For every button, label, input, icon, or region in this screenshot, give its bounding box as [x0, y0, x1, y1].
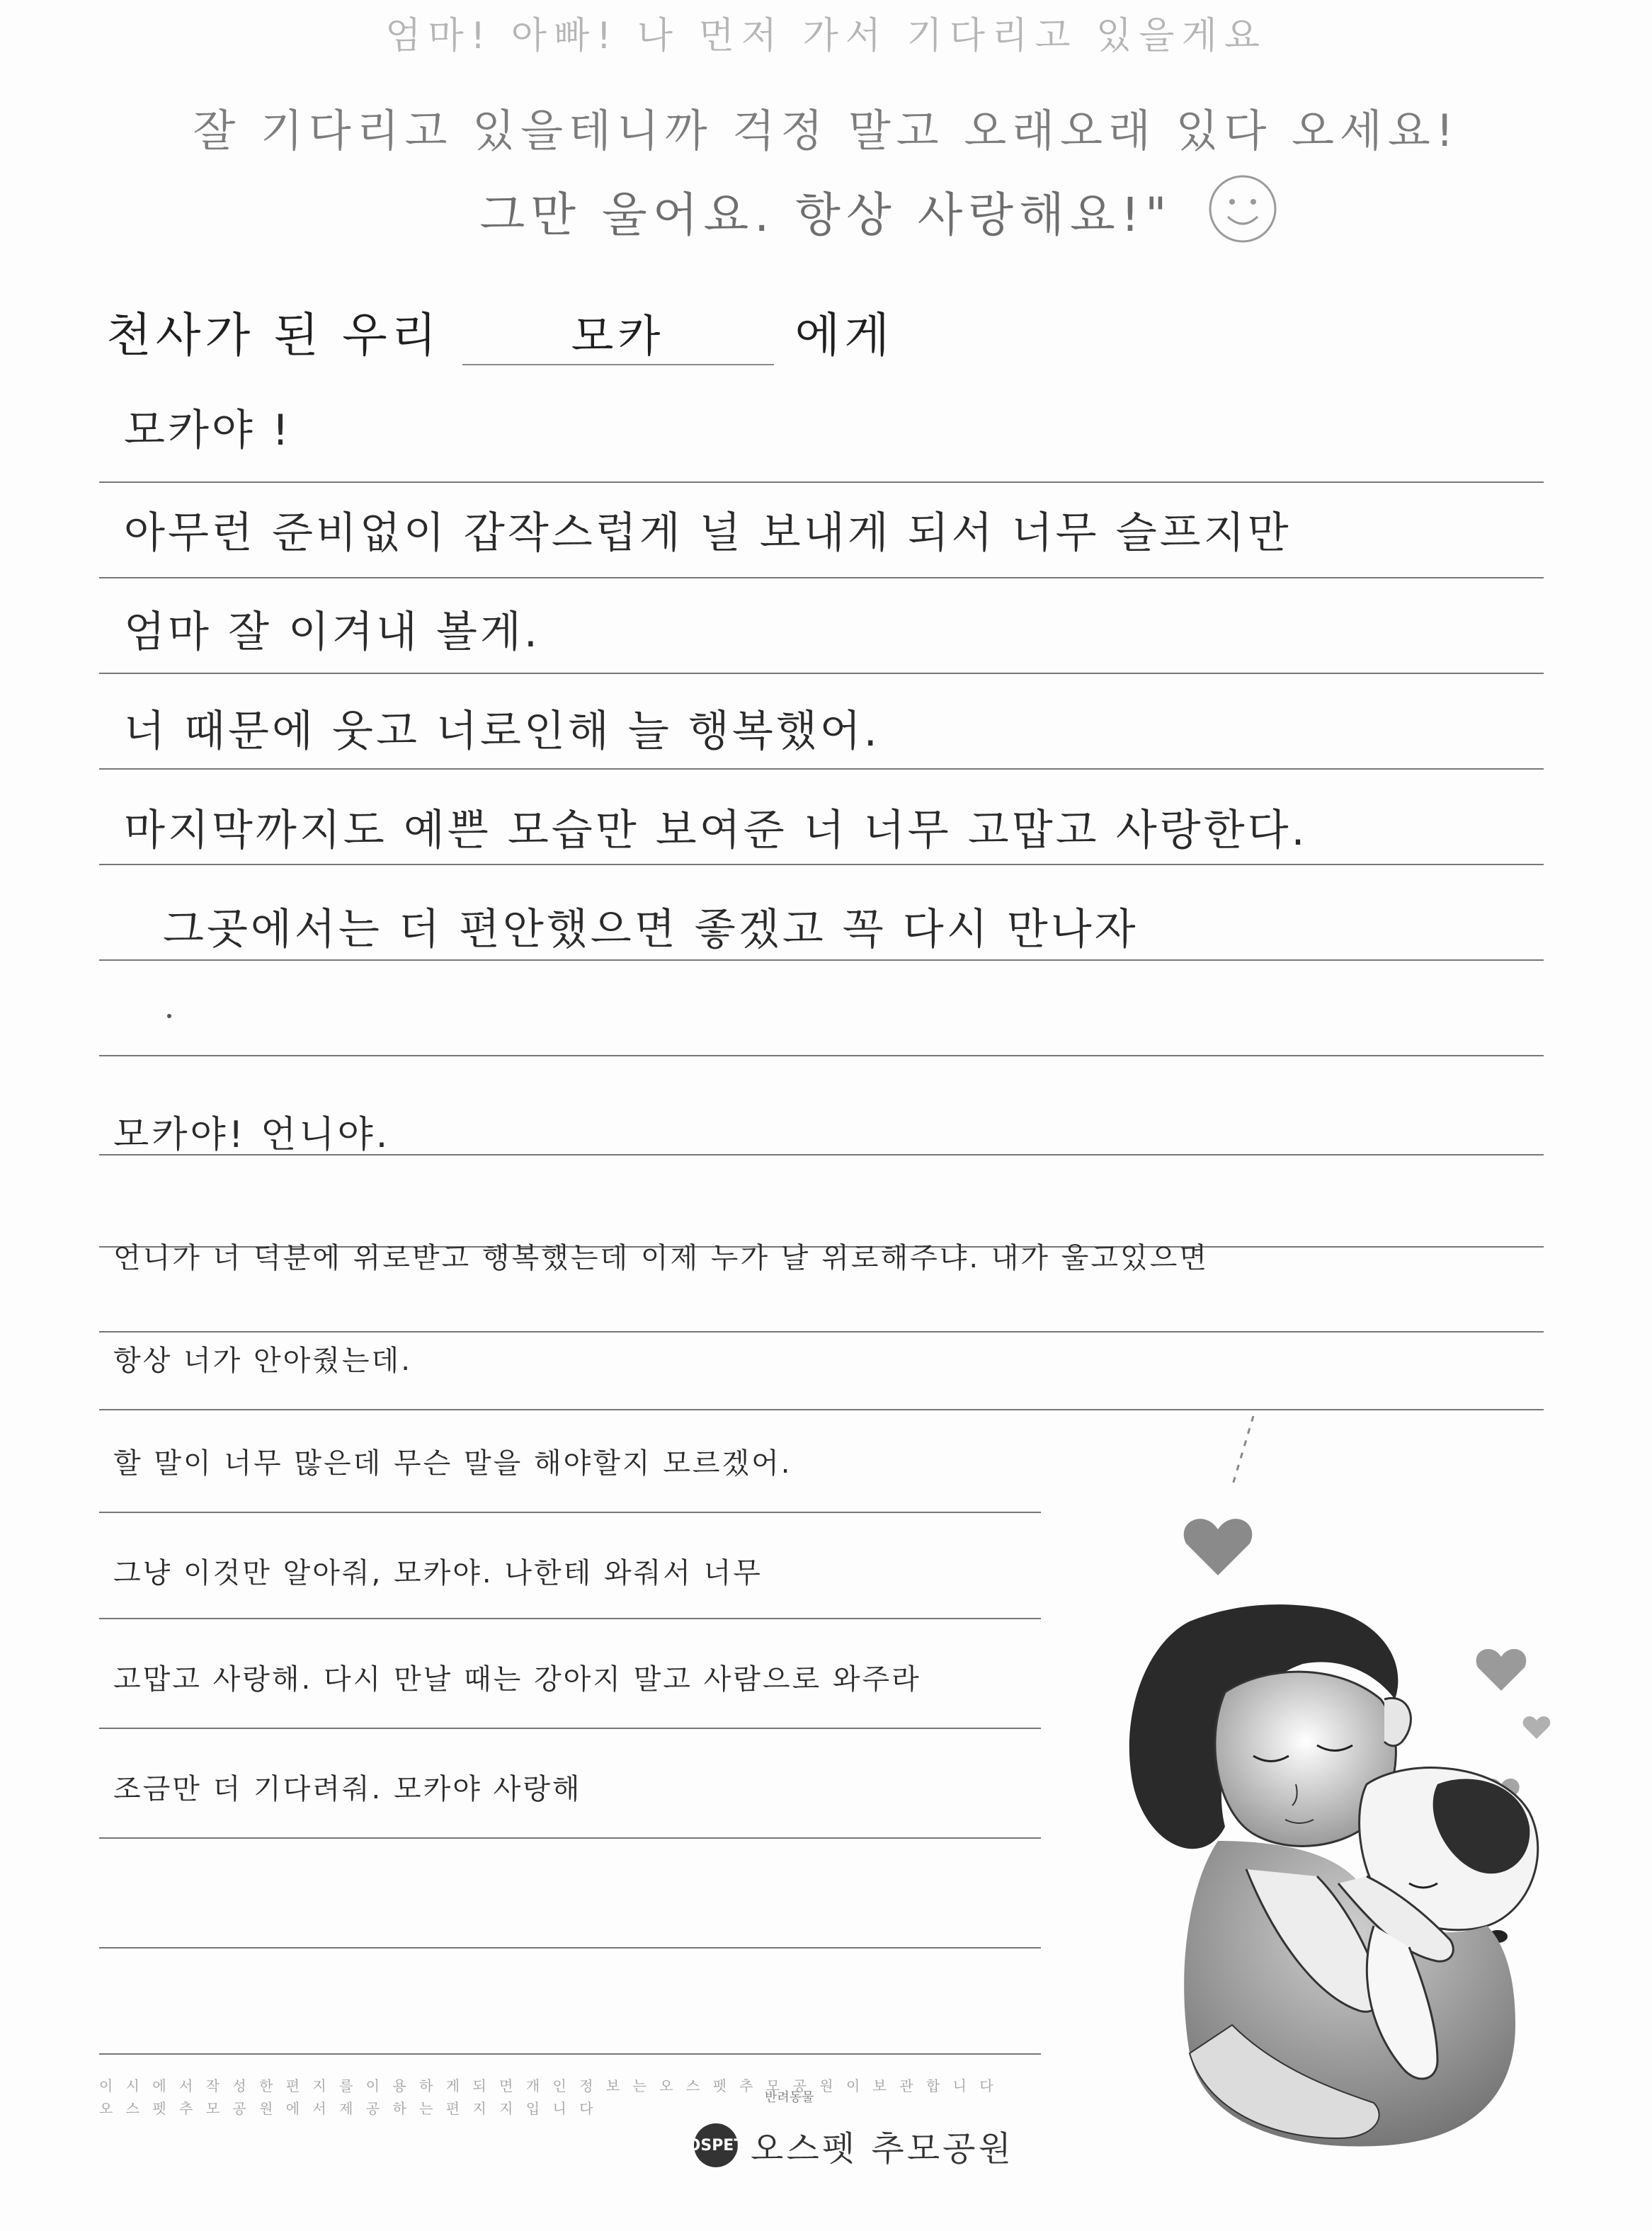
footer-note: 오 스 펫 추 모 공 원 에 서 제 공 하 는 편 지 지 입 니 다	[99, 2100, 598, 2117]
ruled-line	[99, 1331, 1544, 1333]
ruled-line	[99, 1618, 1041, 1619]
ruled-line	[99, 864, 1544, 865]
footer-note: 이 시 에 서 작 성 한 편 지 를 이 용 하 게 되 면 개 인 정 보 는 오 스 펫 추 모 공 원 이 보 관 합 니 다	[99, 2077, 998, 2094]
header-line-1: 엄마! 아빠! 나 먼저 가서 기다리고 있을게요	[385, 15, 1267, 57]
ruled-line	[99, 1728, 1041, 1729]
salutation-suffix: 에게	[794, 308, 894, 363]
letter2-line: 언니가 너 덕분에 위로받고 행복했는데 이제 누가 날 위로해주냐. 내가 울고있으면	[113, 1242, 1209, 1274]
ruled-line	[99, 1512, 1041, 1513]
ruled-line	[99, 2053, 1041, 2055]
heart-icon	[1184, 1519, 1253, 1575]
letter2-line: 모카야! 언니야.	[113, 1114, 391, 1156]
smiley-icon	[1204, 170, 1282, 248]
heart-icon	[1523, 1716, 1551, 1739]
letter2-line: 그냥 이것만 알아줘, 모카야. 나한테 와줘서 너무	[113, 1557, 763, 1590]
letter-line: 마지막까지도 예쁜 모습만 보여준 너 너무 고맙고 사랑한다.	[124, 806, 1308, 855]
logo-subtitle: 반려동물	[765, 2090, 814, 2105]
ruled-line	[99, 1055, 1544, 1056]
pet-name: 모카	[462, 301, 774, 365]
ruled-line	[99, 768, 1544, 770]
header-line-3: 그만 울어요. 항상 사랑해요!"	[479, 188, 1173, 242]
salutation-prefix: 천사가 된 우리	[106, 308, 441, 363]
salutation	[106, 297, 894, 365]
girl-hugging-dog-illustration	[1105, 1388, 1593, 2174]
ospet-logo	[687, 2090, 1014, 2174]
ruled-line	[99, 673, 1544, 674]
heart-icon	[1476, 1649, 1527, 1691]
ruled-line	[99, 1947, 1041, 1948]
letter-line: 너 때문에 웃고 너로인해 늘 행복했어.	[124, 707, 880, 756]
letter2-line: 할 말이 너무 많은데 무슨 말을 해야할지 모르겠어.	[113, 1447, 792, 1480]
letter2-line: 항상 너가 안아줬는데.	[113, 1345, 412, 1377]
ruled-line	[99, 481, 1544, 483]
ruled-line	[99, 1837, 1041, 1839]
header-line-2: 잘 기다리고 있을테니까 걱정 말고 오래오래 있다 오세요!	[193, 105, 1459, 156]
logo-text: 오스펫 추모공원	[751, 2128, 1014, 2169]
letter-line: 그곳에서는 더 편안했으면 좋겠고 꼭 다시 만나자	[163, 905, 1139, 954]
ospet-logo-mark-icon: OSPET	[694, 2123, 738, 2167]
stray-dot	[167, 1014, 171, 1018]
ruled-line	[99, 577, 1544, 578]
letter2-line: 조금만 더 기다려줘. 모카야 사랑해	[113, 1773, 582, 1805]
letter-line: 아무런 준비없이 갑작스럽게 널 보내게 되서 너무 슬프지만	[124, 508, 1292, 558]
letter-line: 엄마 잘 이겨내 볼게.	[124, 607, 540, 657]
letter2-line: 고맙고 사랑해. 다시 만날 때는 강아지 말고 사람으로 와주라	[113, 1663, 921, 1696]
ruled-line	[99, 959, 1544, 961]
letter-line: 모카야 !	[124, 406, 292, 455]
